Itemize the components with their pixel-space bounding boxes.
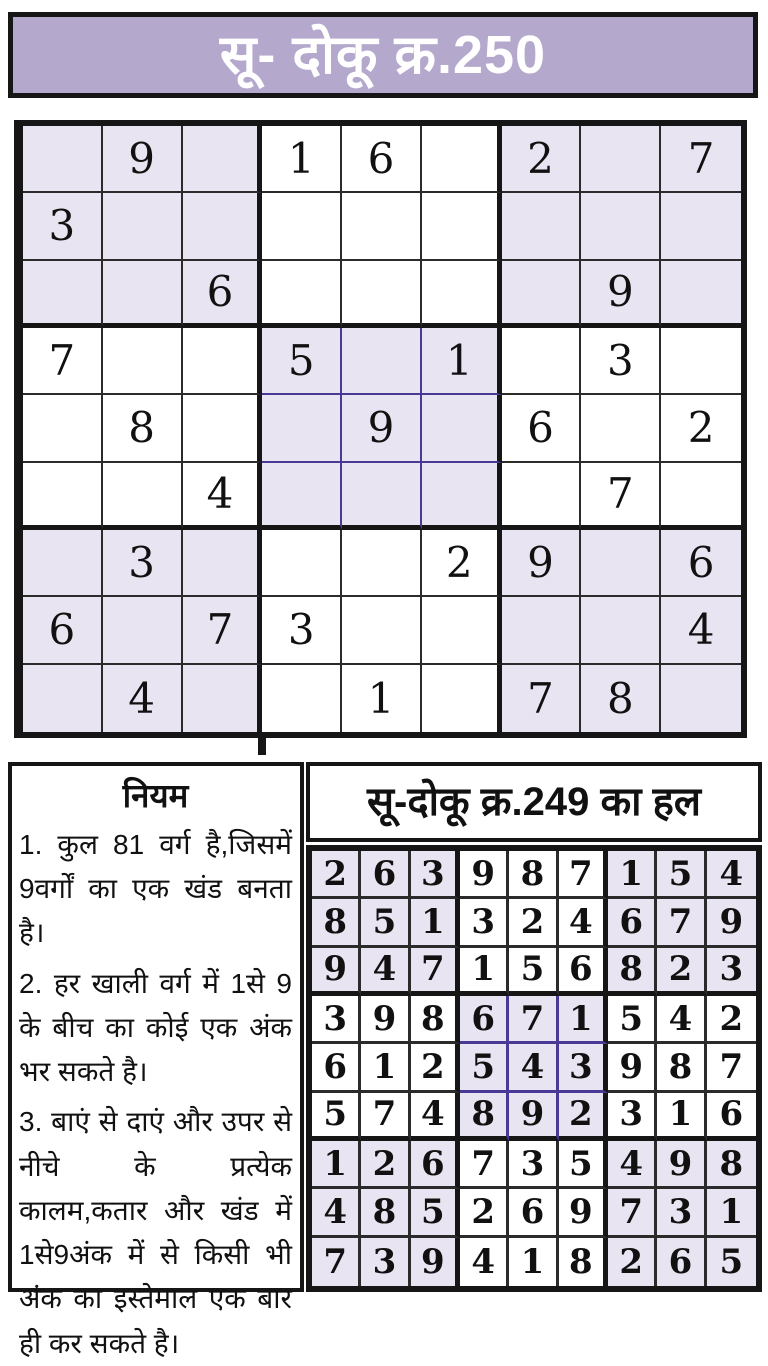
puzzle-cell-r5c5: 9 bbox=[342, 395, 422, 462]
solution-cell-r4c4: 6 bbox=[460, 996, 509, 1044]
solution-cell-r3c6: 6 bbox=[559, 948, 608, 996]
puzzle-cell-r7c5 bbox=[342, 530, 422, 597]
puzzle-title-bar bbox=[8, 12, 758, 98]
puzzle-cell-r1c1 bbox=[23, 126, 103, 193]
puzzle-cell-r5c3 bbox=[183, 395, 263, 462]
grid-line-tick bbox=[258, 735, 266, 755]
solution-cell-r2c1: 8 bbox=[312, 899, 361, 947]
sudoku-solution-grid bbox=[306, 845, 762, 1292]
solution-cell-r8c2: 8 bbox=[361, 1189, 410, 1237]
solution-cell-r5c7: 9 bbox=[608, 1044, 657, 1092]
solution-cell-r6c1: 5 bbox=[312, 1093, 361, 1141]
solution-cell-r5c8: 8 bbox=[657, 1044, 706, 1092]
puzzle-cell-r9c1 bbox=[23, 665, 103, 732]
puzzle-cell-r2c7 bbox=[502, 193, 582, 260]
puzzle-cell-r3c9 bbox=[661, 261, 741, 328]
solution-cell-r3c2: 4 bbox=[361, 948, 410, 996]
puzzle-cell-r2c4 bbox=[262, 193, 342, 260]
solution-cell-r3c3: 7 bbox=[411, 948, 460, 996]
puzzle-cell-r9c5: 1 bbox=[342, 665, 422, 732]
puzzle-cell-r3c1 bbox=[23, 261, 103, 328]
puzzle-cell-r8c3: 7 bbox=[183, 597, 263, 664]
solution-cell-r7c5: 3 bbox=[509, 1141, 558, 1189]
puzzle-cell-r5c1 bbox=[23, 395, 103, 462]
puzzle-cell-r9c8: 8 bbox=[581, 665, 661, 732]
puzzle-cell-r4c2 bbox=[103, 328, 183, 395]
puzzle-cell-r8c6 bbox=[422, 597, 502, 664]
solution-cell-r7c1: 1 bbox=[312, 1141, 361, 1189]
puzzle-cell-r4c1: 7 bbox=[23, 328, 103, 395]
solution-cell-r2c5: 2 bbox=[509, 899, 558, 947]
rule-item-1: 1. कुल 81 वर्ग है,जिसमें 9वर्गों का एक खंड बनता है। bbox=[19, 829, 292, 949]
puzzle-cell-r1c9: 7 bbox=[661, 126, 741, 193]
puzzle-cell-r2c3 bbox=[183, 193, 263, 260]
solution-cell-r5c5: 4 bbox=[509, 1044, 558, 1092]
solution-cell-r2c6: 4 bbox=[559, 899, 608, 947]
puzzle-cell-r5c7: 6 bbox=[502, 395, 582, 462]
solution-cell-r4c2: 9 bbox=[361, 996, 410, 1044]
puzzle-cell-r9c6 bbox=[422, 665, 502, 732]
solution-cell-r9c5: 1 bbox=[509, 1238, 558, 1286]
puzzle-cell-r7c8 bbox=[581, 530, 661, 597]
solution-cell-r3c7: 8 bbox=[608, 948, 657, 996]
puzzle-cell-r8c5 bbox=[342, 597, 422, 664]
solution-cell-r1c4: 9 bbox=[460, 851, 509, 899]
solution-cell-r2c4: 3 bbox=[460, 899, 509, 947]
solution-cell-r9c6: 8 bbox=[559, 1238, 608, 1286]
puzzle-cell-r4c8: 3 bbox=[581, 328, 661, 395]
puzzle-cell-r2c8 bbox=[581, 193, 661, 260]
rules-box bbox=[8, 762, 304, 1359]
solution-cell-r2c2: 5 bbox=[361, 899, 410, 947]
solution-cell-r7c7: 4 bbox=[608, 1141, 657, 1189]
puzzle-cell-r6c3: 4 bbox=[183, 463, 263, 530]
solution-cell-r9c4: 4 bbox=[460, 1238, 509, 1286]
puzzle-cell-r3c4 bbox=[262, 261, 342, 328]
puzzle-cell-r8c4: 3 bbox=[262, 597, 342, 664]
solution-cell-r6c3: 4 bbox=[411, 1093, 460, 1141]
puzzle-cell-r4c5 bbox=[342, 328, 422, 395]
puzzle-cell-r1c2: 9 bbox=[103, 126, 183, 193]
puzzle-cell-r3c7 bbox=[502, 261, 582, 328]
solution-cell-r6c7: 3 bbox=[608, 1093, 657, 1141]
puzzle-cell-r6c7 bbox=[502, 463, 582, 530]
solution-cell-r4c9: 2 bbox=[707, 996, 756, 1044]
puzzle-cell-r3c2 bbox=[103, 261, 183, 328]
puzzle-cell-r1c3 bbox=[183, 126, 263, 193]
solution-cell-r5c4: 5 bbox=[460, 1044, 509, 1092]
puzzle-cell-r4c3 bbox=[183, 328, 263, 395]
puzzle-cell-r7c9: 6 bbox=[661, 530, 741, 597]
puzzle-cell-r5c6 bbox=[422, 395, 502, 462]
puzzle-cell-r7c7: 9 bbox=[502, 530, 582, 597]
solution-cell-r3c5: 5 bbox=[509, 948, 558, 996]
rule-item-2: 2. हर खाली वर्ग में 1से 9 के बीच का कोई एक अंक भर सकते है। bbox=[19, 967, 292, 1088]
solution-cell-r6c4: 8 bbox=[460, 1093, 509, 1141]
solution-cell-r7c6: 5 bbox=[559, 1141, 608, 1189]
solution-cell-r6c5: 9 bbox=[509, 1093, 558, 1141]
puzzle-cell-r4c6: 1 bbox=[422, 328, 502, 395]
solution-cell-r2c8: 7 bbox=[657, 899, 706, 947]
puzzle-cell-r6c1 bbox=[23, 463, 103, 530]
solution-cell-r5c6: 3 bbox=[559, 1044, 608, 1092]
puzzle-cell-r7c3 bbox=[183, 530, 263, 597]
solution-cell-r1c9: 4 bbox=[707, 851, 756, 899]
solution-cell-r5c2: 1 bbox=[361, 1044, 410, 1092]
solution-cell-r2c7: 6 bbox=[608, 899, 657, 947]
solution-cell-r6c2: 7 bbox=[361, 1093, 410, 1141]
puzzle-cell-r2c6 bbox=[422, 193, 502, 260]
puzzle-cell-r4c4: 5 bbox=[262, 328, 342, 395]
puzzle-cell-r9c7: 7 bbox=[502, 665, 582, 732]
solution-cell-r4c1: 3 bbox=[312, 996, 361, 1044]
solution-title: सू-दोकू क्र.249 का हल bbox=[366, 780, 702, 824]
puzzle-cell-r6c6 bbox=[422, 463, 502, 530]
puzzle-cell-r8c9: 4 bbox=[661, 597, 741, 664]
solution-cell-r8c5: 6 bbox=[509, 1189, 558, 1237]
solution-cell-r7c3: 6 bbox=[411, 1141, 460, 1189]
puzzle-cell-r1c5: 6 bbox=[342, 126, 422, 193]
solution-cell-r1c8: 5 bbox=[657, 851, 706, 899]
solution-cell-r6c9: 6 bbox=[707, 1093, 756, 1141]
puzzle-cell-r3c3: 6 bbox=[183, 261, 263, 328]
puzzle-cell-r7c4 bbox=[262, 530, 342, 597]
solution-cell-r4c5: 7 bbox=[509, 996, 558, 1044]
solution-cell-r4c7: 5 bbox=[608, 996, 657, 1044]
solution-cell-r1c7: 1 bbox=[608, 851, 657, 899]
solution-cell-r8c4: 2 bbox=[460, 1189, 509, 1237]
puzzle-cell-r8c1: 6 bbox=[23, 597, 103, 664]
puzzle-cell-r4c7 bbox=[502, 328, 582, 395]
solution-cell-r2c3: 1 bbox=[411, 899, 460, 947]
puzzle-cell-r2c9 bbox=[661, 193, 741, 260]
solution-cell-r1c3: 3 bbox=[411, 851, 460, 899]
puzzle-cell-r2c5 bbox=[342, 193, 422, 260]
puzzle-cell-r1c4: 1 bbox=[262, 126, 342, 193]
solution-cell-r1c1: 2 bbox=[312, 851, 361, 899]
puzzle-cell-r9c4 bbox=[262, 665, 342, 732]
rule-item-3: 3. बाएं से दाएं और उपर से नीचे के प्रत्येक कालम,कतार और खंड में 1से9अंक में से किसी भी अंक का इस्तेमाल एक बार ही कर सकते है। bbox=[19, 1106, 292, 1359]
puzzle-cell-r6c2 bbox=[103, 463, 183, 530]
solution-cell-r3c9: 3 bbox=[707, 948, 756, 996]
solution-cell-r1c2: 6 bbox=[361, 851, 410, 899]
puzzle-cell-r5c4 bbox=[262, 395, 342, 462]
solution-column bbox=[306, 762, 762, 1292]
solution-cell-r9c9: 5 bbox=[707, 1238, 756, 1286]
puzzle-cell-r2c2 bbox=[103, 193, 183, 260]
solution-cell-r7c4: 7 bbox=[460, 1141, 509, 1189]
solution-cell-r5c9: 7 bbox=[707, 1044, 756, 1092]
solution-cell-r9c7: 2 bbox=[608, 1238, 657, 1286]
solution-cell-r8c3: 5 bbox=[411, 1189, 460, 1237]
puzzle-cell-r8c2 bbox=[103, 597, 183, 664]
puzzle-cell-r1c8 bbox=[581, 126, 661, 193]
solution-cell-r1c6: 7 bbox=[559, 851, 608, 899]
solution-header bbox=[306, 762, 762, 842]
puzzle-cell-r8c8 bbox=[581, 597, 661, 664]
puzzle-cell-r8c7 bbox=[502, 597, 582, 664]
solution-cell-r4c8: 4 bbox=[657, 996, 706, 1044]
puzzle-cell-r9c3 bbox=[183, 665, 263, 732]
solution-cell-r3c1: 9 bbox=[312, 948, 361, 996]
solution-cell-r2c9: 9 bbox=[707, 899, 756, 947]
solution-cell-r7c9: 8 bbox=[707, 1141, 756, 1189]
solution-cell-r9c2: 3 bbox=[361, 1238, 410, 1286]
solution-cell-r6c8: 1 bbox=[657, 1093, 706, 1141]
puzzle-cell-r3c8: 9 bbox=[581, 261, 661, 328]
puzzle-cell-r3c6 bbox=[422, 261, 502, 328]
solution-cell-r1c5: 8 bbox=[509, 851, 558, 899]
puzzle-cell-r9c2: 4 bbox=[103, 665, 183, 732]
puzzle-cell-r3c5 bbox=[342, 261, 422, 328]
puzzle-cell-r5c2: 8 bbox=[103, 395, 183, 462]
puzzle-cell-r6c4 bbox=[262, 463, 342, 530]
solution-cell-r9c3: 9 bbox=[411, 1238, 460, 1286]
rules-heading: नियम bbox=[122, 777, 189, 814]
bottom-section bbox=[8, 762, 762, 1359]
solution-cell-r6c6: 2 bbox=[559, 1093, 608, 1141]
solution-cell-r8c9: 1 bbox=[707, 1189, 756, 1237]
solution-cell-r3c4: 1 bbox=[460, 948, 509, 996]
solution-cell-r7c2: 2 bbox=[361, 1141, 410, 1189]
puzzle-cell-r6c9 bbox=[661, 463, 741, 530]
puzzle-cell-r6c8: 7 bbox=[581, 463, 661, 530]
solution-cell-r5c1: 6 bbox=[312, 1044, 361, 1092]
solution-cell-r3c8: 2 bbox=[657, 948, 706, 996]
solution-cell-r8c7: 7 bbox=[608, 1189, 657, 1237]
puzzle-cell-r5c8 bbox=[581, 395, 661, 462]
solution-cell-r8c8: 3 bbox=[657, 1189, 706, 1237]
solution-cell-r9c8: 6 bbox=[657, 1238, 706, 1286]
puzzle-cell-r1c7: 2 bbox=[502, 126, 582, 193]
puzzle-title: सू- दोकू क्र.250 bbox=[219, 25, 547, 85]
puzzle-cell-r5c9: 2 bbox=[661, 395, 741, 462]
solution-cell-r4c6: 1 bbox=[559, 996, 608, 1044]
solution-cell-r9c1: 7 bbox=[312, 1238, 361, 1286]
puzzle-cell-r4c9 bbox=[661, 328, 741, 395]
solution-cell-r7c8: 9 bbox=[657, 1141, 706, 1189]
sudoku-puzzle-grid bbox=[14, 120, 747, 738]
puzzle-cell-r2c1: 3 bbox=[23, 193, 103, 260]
puzzle-cell-r1c6 bbox=[422, 126, 502, 193]
solution-cell-r8c6: 9 bbox=[559, 1189, 608, 1237]
solution-cell-r5c3: 2 bbox=[411, 1044, 460, 1092]
solution-cell-r4c3: 8 bbox=[411, 996, 460, 1044]
puzzle-cell-r7c6: 2 bbox=[422, 530, 502, 597]
puzzle-cell-r7c2: 3 bbox=[103, 530, 183, 597]
solution-cell-r8c1: 4 bbox=[312, 1189, 361, 1237]
puzzle-cell-r9c9 bbox=[661, 665, 741, 732]
puzzle-cell-r6c5 bbox=[342, 463, 422, 530]
puzzle-cell-r7c1 bbox=[23, 530, 103, 597]
